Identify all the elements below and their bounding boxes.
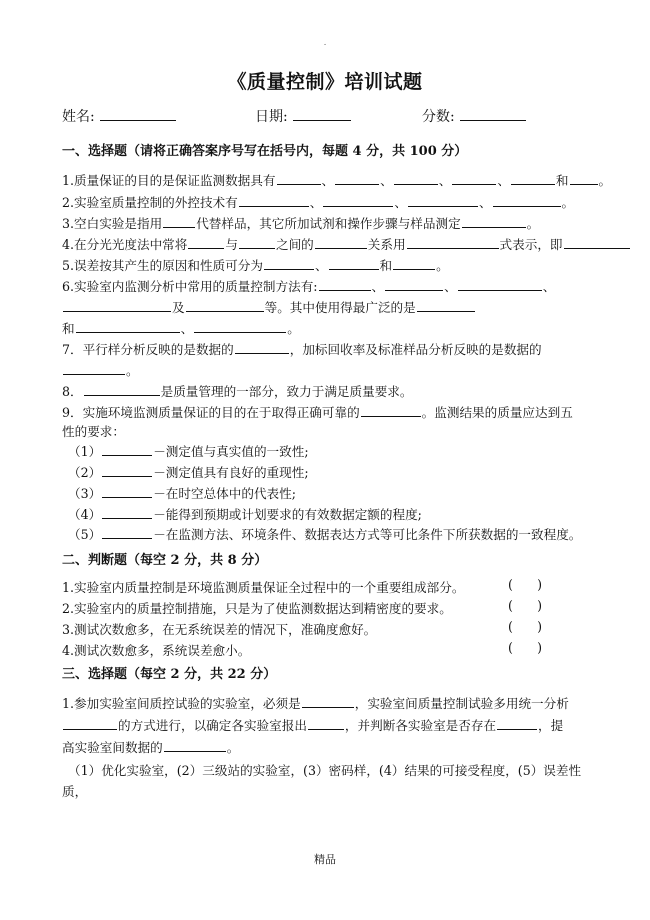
q9-item: （4） －能得到预期或计划要求的有效数据定额的程度; bbox=[68, 507, 422, 522]
section3-heading: 三、选择题（每空 2 分，共 22 分） bbox=[62, 667, 277, 682]
s3-options: （1）优化实验室，(2）三级站的实验室，(3）密码样，(4）结果的可接受程度，(5）误差性 bbox=[68, 763, 582, 778]
question-8: 8． 是质量管理的一部分，致力于满足质量要求。 bbox=[62, 384, 413, 399]
answer-paren[interactable]: ( ) bbox=[508, 640, 542, 655]
question-9: 9．实施环境监测质量保证的目的在于取得正确可靠的 。监测结果的质量应达到五 bbox=[62, 405, 573, 420]
question-6-line3: 和 、 。 bbox=[62, 321, 300, 336]
date-row bbox=[255, 106, 352, 126]
question-4: 4.在分光光度法中常将 与 之间的 关系用 式表示，即 bbox=[62, 234, 631, 253]
score-row bbox=[422, 106, 527, 126]
question-7: 7．平行样分析反映的是数据的 ，加标回收率及标准样品分析反映的是数据的 bbox=[62, 342, 542, 357]
name-label: 姓名: bbox=[62, 109, 95, 125]
date-blank[interactable] bbox=[293, 108, 351, 121]
question-7-line2: 。 bbox=[62, 360, 139, 379]
section1-heading: 一、选择题（请将正确答案序号写在括号内，每题 4 分，共 100 分） bbox=[62, 144, 468, 159]
s3-question-1: 1.参加实验室间质控试验的实验室，必须是 ，实验室间质量控制试验多用统一分析 bbox=[62, 696, 569, 711]
judge-item-1: 1.实验室内质量控制是环境监测质量保证全过程中的一个重要组成部分。 bbox=[62, 580, 465, 595]
question-3: 3.空白实验是指用 代替样品，其它所加试剂和操作步骤与样品测定 。 bbox=[62, 216, 540, 231]
q9-item: （5） －在监测方法、环境条件、数据表达方式等可比条件下所获数据的一致程度。 bbox=[68, 527, 582, 542]
answer-paren[interactable]: ( ) bbox=[508, 598, 542, 613]
judge-item-3: 3.测试次数愈多，在无系统误差的情况下，准确度愈好。 bbox=[62, 622, 377, 637]
question-1: 1.质量保证的目的是保证监测数据具有 、 、 、 、 和 。 bbox=[62, 173, 612, 188]
q9-item: （1） －测定值与真实值的一致性; bbox=[68, 444, 309, 459]
score-label: 分数: bbox=[422, 109, 455, 125]
question-6-line2: 及 等。其中使用得最广泛的是 bbox=[62, 297, 476, 316]
question-2: 2.实验室质量控制的外控技术有 、 、 、 。 bbox=[62, 195, 575, 210]
name-blank[interactable] bbox=[100, 108, 176, 121]
section2-heading: 二、判断题（每空 2 分，共 8 分） bbox=[62, 553, 268, 568]
question-9-line2: 性的要求： bbox=[62, 424, 125, 439]
page-title: 《质量控制》培训试题 bbox=[227, 71, 423, 93]
question-5: 5.误差按其产生的原因和性质可分为 、 和 。 bbox=[62, 258, 449, 273]
name-row bbox=[62, 106, 177, 126]
s3-question-1-line2: 的方式进行，以确定各实验室报出 ，并判断各实验室是否存在 ，提 bbox=[62, 715, 563, 734]
footer-text: 精品 bbox=[314, 853, 336, 866]
judge-item-2: 2.实验室内的质量控制措施，只是为了使监测数据达到精密度的要求。 bbox=[62, 601, 452, 616]
date-label: 日期: bbox=[255, 109, 288, 125]
answer-paren[interactable]: ( ) bbox=[508, 619, 542, 634]
question-6: 6.实验室内监测分析中常用的质量控制方法有: 、 、 、 bbox=[62, 279, 556, 294]
header-dot: . bbox=[323, 38, 327, 47]
s3-options-line2: 质， bbox=[62, 784, 88, 799]
score-blank[interactable] bbox=[460, 108, 526, 121]
q9-item: （3） －在时空总体中的代表性; bbox=[68, 486, 296, 501]
judge-item-4: 4.测试次数愈多，系统误差愈小。 bbox=[62, 643, 251, 658]
q9-item: （2） －测定值具有良好的重现性; bbox=[68, 465, 309, 480]
s3-question-1-line3: 高实验室间数据的 。 bbox=[62, 740, 240, 755]
answer-paren[interactable]: ( ) bbox=[508, 577, 542, 592]
